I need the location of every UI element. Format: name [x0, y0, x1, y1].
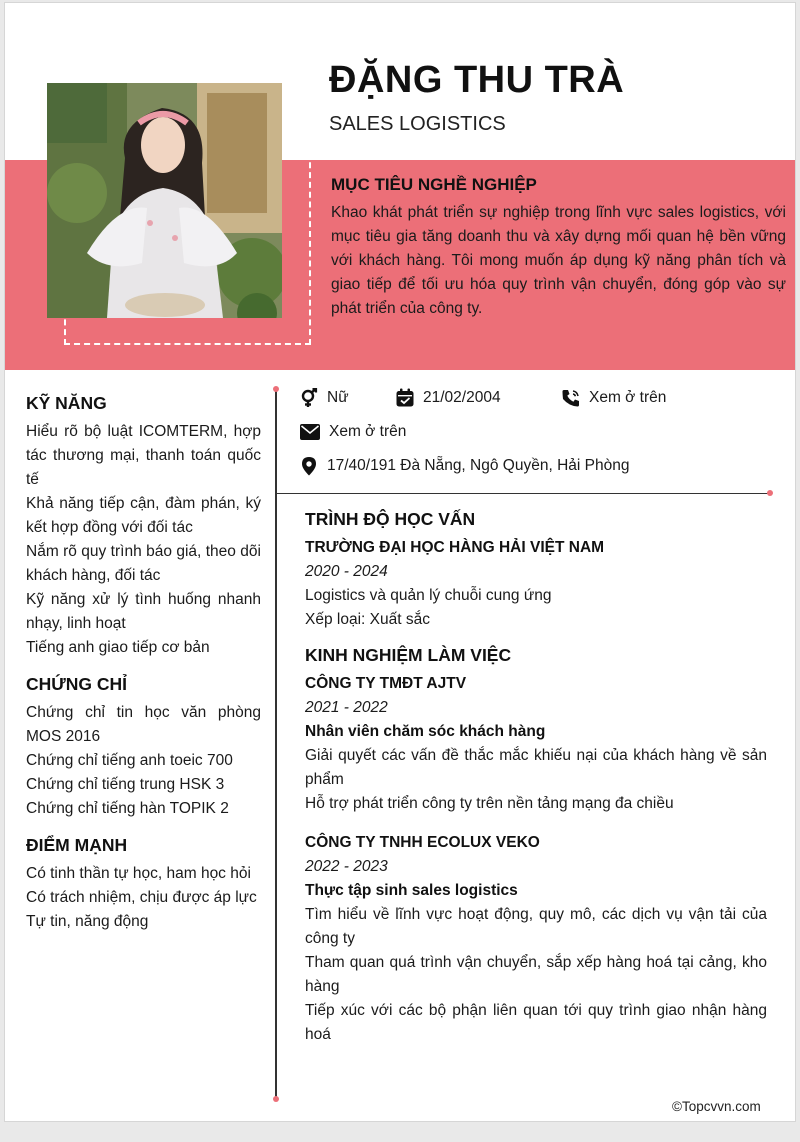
location-pin-icon [299, 456, 319, 476]
strengths-list [26, 862, 261, 934]
job-task: Hỗ trợ phát triển công ty trên nền tảng mạng đa chiều [305, 795, 674, 812]
job-period: 2022 - 2023 [305, 858, 388, 875]
skill-item: Nắm rõ quy trình báo giá, theo dõi khách hàng, đối tác [26, 543, 261, 584]
candidate-role: SALES LOGISTICS [329, 113, 506, 135]
job-task: Tiếp xúc với các bộ phận liên quan tới quy trình giao nhận hàng hoá [305, 1002, 767, 1043]
skill-item: Kỹ năng xử lý tình huống nhanh nhạy, linh hoạt [26, 591, 261, 632]
email-value: Xem ở trên [329, 423, 407, 440]
skill-item: Tiếng anh giao tiếp cơ bản [26, 639, 210, 656]
right-column [305, 509, 767, 1047]
profile-photo [47, 83, 282, 318]
job-task: Giải quyết các vấn đề thắc mắc khiếu nại của khách hàng về sản phẩm [305, 747, 767, 788]
phone-value: Xem ở trên [589, 389, 667, 406]
school-name: TRƯỜNG ĐẠI HỌC HÀNG HẢI VIỆT NAM [305, 539, 605, 556]
contact-address [299, 456, 629, 476]
education-section [305, 509, 767, 632]
job-period: 2021 - 2022 [305, 699, 388, 716]
job-task: Tìm hiểu về lĩnh vực hoạt động, quy mô, các dịch vụ vận tải của công ty [305, 906, 767, 947]
calendar-icon [395, 388, 415, 408]
divider-dot-top [273, 386, 279, 392]
skills-list [26, 420, 261, 660]
strength-item: Có trách nhiệm, chịu được áp lực [26, 889, 257, 906]
certificate-item: Chứng chỉ tin học văn phòng MOS 2016 [26, 704, 261, 745]
birthday-value: 21/02/2004 [423, 389, 501, 406]
job-entry [305, 672, 767, 816]
contact-phone [561, 388, 666, 408]
address-value: 17/40/191 Đà Nẵng, Ngô Quyền, Hải Phòng [327, 457, 630, 474]
contact-gender [299, 388, 349, 408]
skills-title: KỸ NĂNG [26, 393, 107, 413]
gender-icon [299, 388, 319, 408]
certificate-item: Chứng chỉ tiếng trung HSK 3 [26, 776, 225, 793]
skill-item: Khả năng tiếp cận, đàm phán, ký kết hợp đồng với đối tác [26, 495, 261, 536]
gender-value: Nữ [327, 389, 349, 406]
experience-title: KINH NGHIỆM LÀM VIỆC [305, 645, 512, 665]
job-position: Nhân viên chăm sóc khách hàng [305, 723, 546, 740]
footer-credit: ©Topcvvn.com [672, 1099, 761, 1114]
certificates-title: CHỨNG CHỈ [26, 674, 128, 694]
education-period: 2020 - 2024 [305, 563, 388, 580]
certificate-item: Chứng chỉ tiếng hàn TOPIK 2 [26, 800, 229, 817]
candidate-name: ĐẶNG THU TRÀ [329, 59, 625, 101]
education-title: TRÌNH ĐỘ HỌC VẤN [305, 509, 476, 529]
skill-item: Hiểu rõ bộ luật ICOMTERM, hợp tác thương mại, thanh toán quốc tế [26, 423, 261, 488]
envelope-icon [299, 422, 321, 442]
left-column [26, 393, 261, 934]
phone-icon [561, 388, 581, 408]
strength-item: Có tinh thần tự học, ham học hỏi [26, 865, 251, 882]
job-company: CÔNG TY TNHH ECOLUX VEKO [305, 834, 540, 851]
contact-birthday [395, 388, 501, 408]
objective-title: MỤC TIÊU NGHỀ NGHIỆP [331, 175, 537, 194]
education-major: Logistics và quản lý chuỗi cung ứng [305, 587, 552, 604]
job-position: Thực tập sinh sales logistics [305, 882, 518, 899]
certificates-list [26, 701, 261, 821]
job-company: CÔNG TY TMĐT AJTV [305, 675, 467, 692]
job-entry [305, 831, 767, 1047]
strength-item: Tự tin, năng động [26, 913, 149, 930]
experience-section [305, 645, 767, 1047]
divider-dot-bottom [273, 1096, 279, 1102]
education-grade: Xếp loại: Xuất sắc [305, 611, 430, 628]
cv-page [4, 2, 796, 1122]
objective-text: Khao khát phát triển sự nghiệp trong lĩnh vực sales logistics, với mục tiêu gia tăng doanh thu và xây dựng mối quan hệ bền vững với khách hàng. Tôi mong muốn áp dụng kỹ năng phân tích và giao tiếp để tối ưu hóa quy trình vận chuyển, đóng góp vào sự phát triển của công ty. [331, 204, 786, 317]
job-task: Tham quan quá trình vận chuyển, sắp xếp hàng hoá tại cảng, kho hàng [305, 954, 767, 995]
strengths-title: ĐIỂM MẠNH [26, 835, 128, 855]
column-divider [275, 389, 277, 1099]
certificate-item: Chứng chỉ tiếng anh toeic 700 [26, 752, 233, 769]
contact-divider [277, 493, 769, 494]
contact-email [299, 422, 406, 442]
contact-divider-dot [767, 490, 773, 496]
